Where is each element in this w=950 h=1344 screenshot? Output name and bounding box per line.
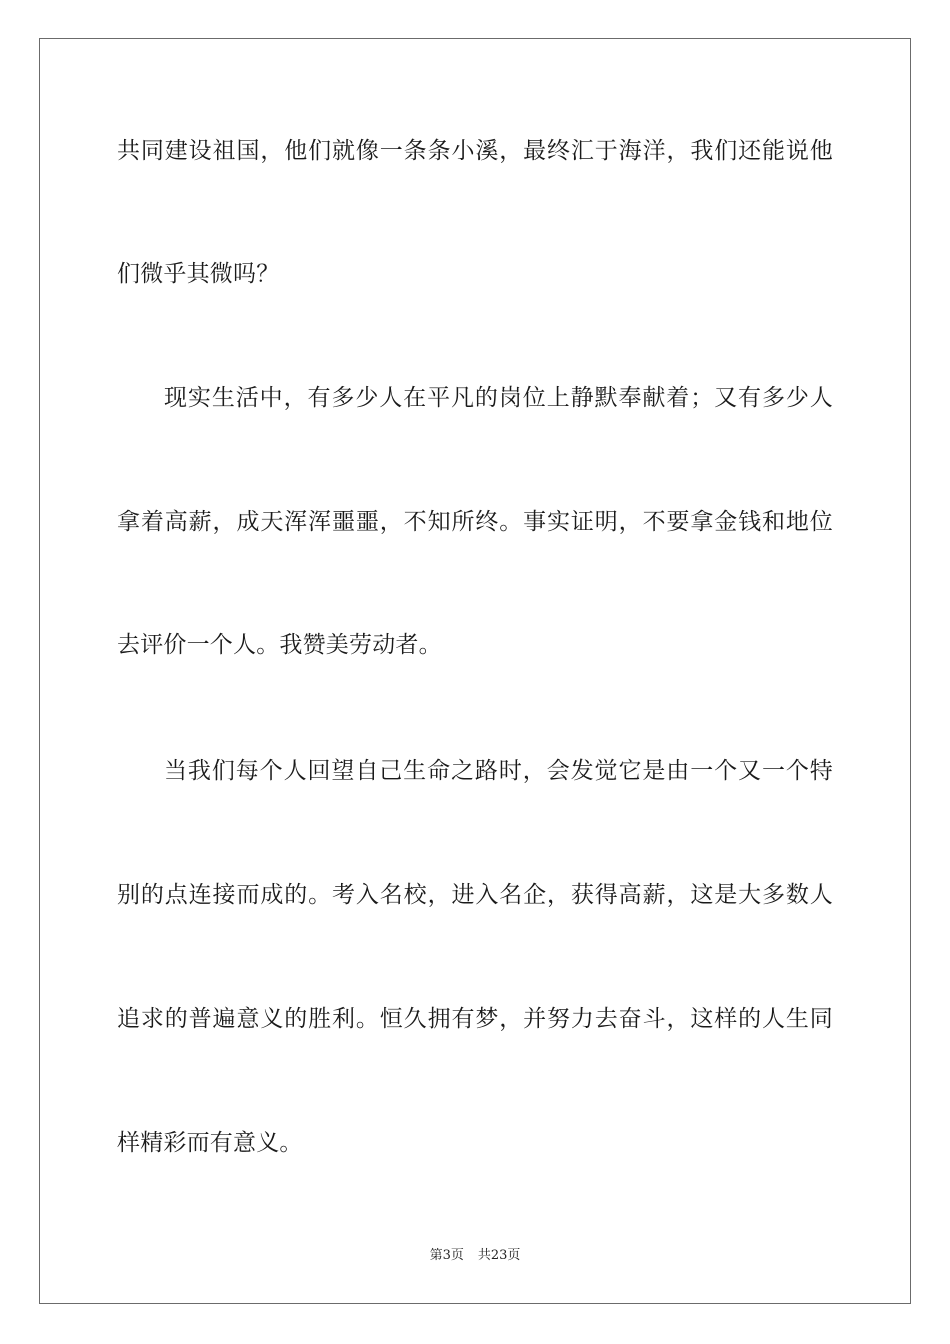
body-line-9: 样精彩而有意义。 bbox=[117, 1130, 303, 1156]
total-pages-label: 共23页 bbox=[477, 1248, 521, 1263]
body-line-7: 别的点连接而成的。考入名校，进入名企，获得高薪，这是大多数人 bbox=[117, 882, 833, 908]
page-footer bbox=[0, 1247, 950, 1265]
current-page-label: 第3页 bbox=[429, 1248, 464, 1263]
page-border bbox=[39, 38, 911, 1304]
body-line-5: 去评价一个人。我赞美劳动者。 bbox=[117, 632, 442, 658]
body-line-1: 共同建设祖国，他们就像一条条小溪，最终汇于海洋，我们还能说他 bbox=[117, 138, 833, 164]
body-line-4: 拿着高薪，成天浑浑噩噩，不知所终。事实证明，不要拿金钱和地位 bbox=[117, 509, 833, 535]
body-line-8: 追求的普遍意义的胜利。恒久拥有梦，并努力去奋斗，这样的人生同 bbox=[117, 1006, 833, 1032]
body-line-3: 现实生活中，有多少人在平凡的岗位上静默奉献着；又有多少人 bbox=[164, 385, 833, 411]
body-line-2: 们微乎其微吗？ bbox=[117, 261, 280, 287]
body-line-6: 当我们每个人回望自己生命之路时，会发觉它是由一个又一个特 bbox=[164, 758, 833, 784]
